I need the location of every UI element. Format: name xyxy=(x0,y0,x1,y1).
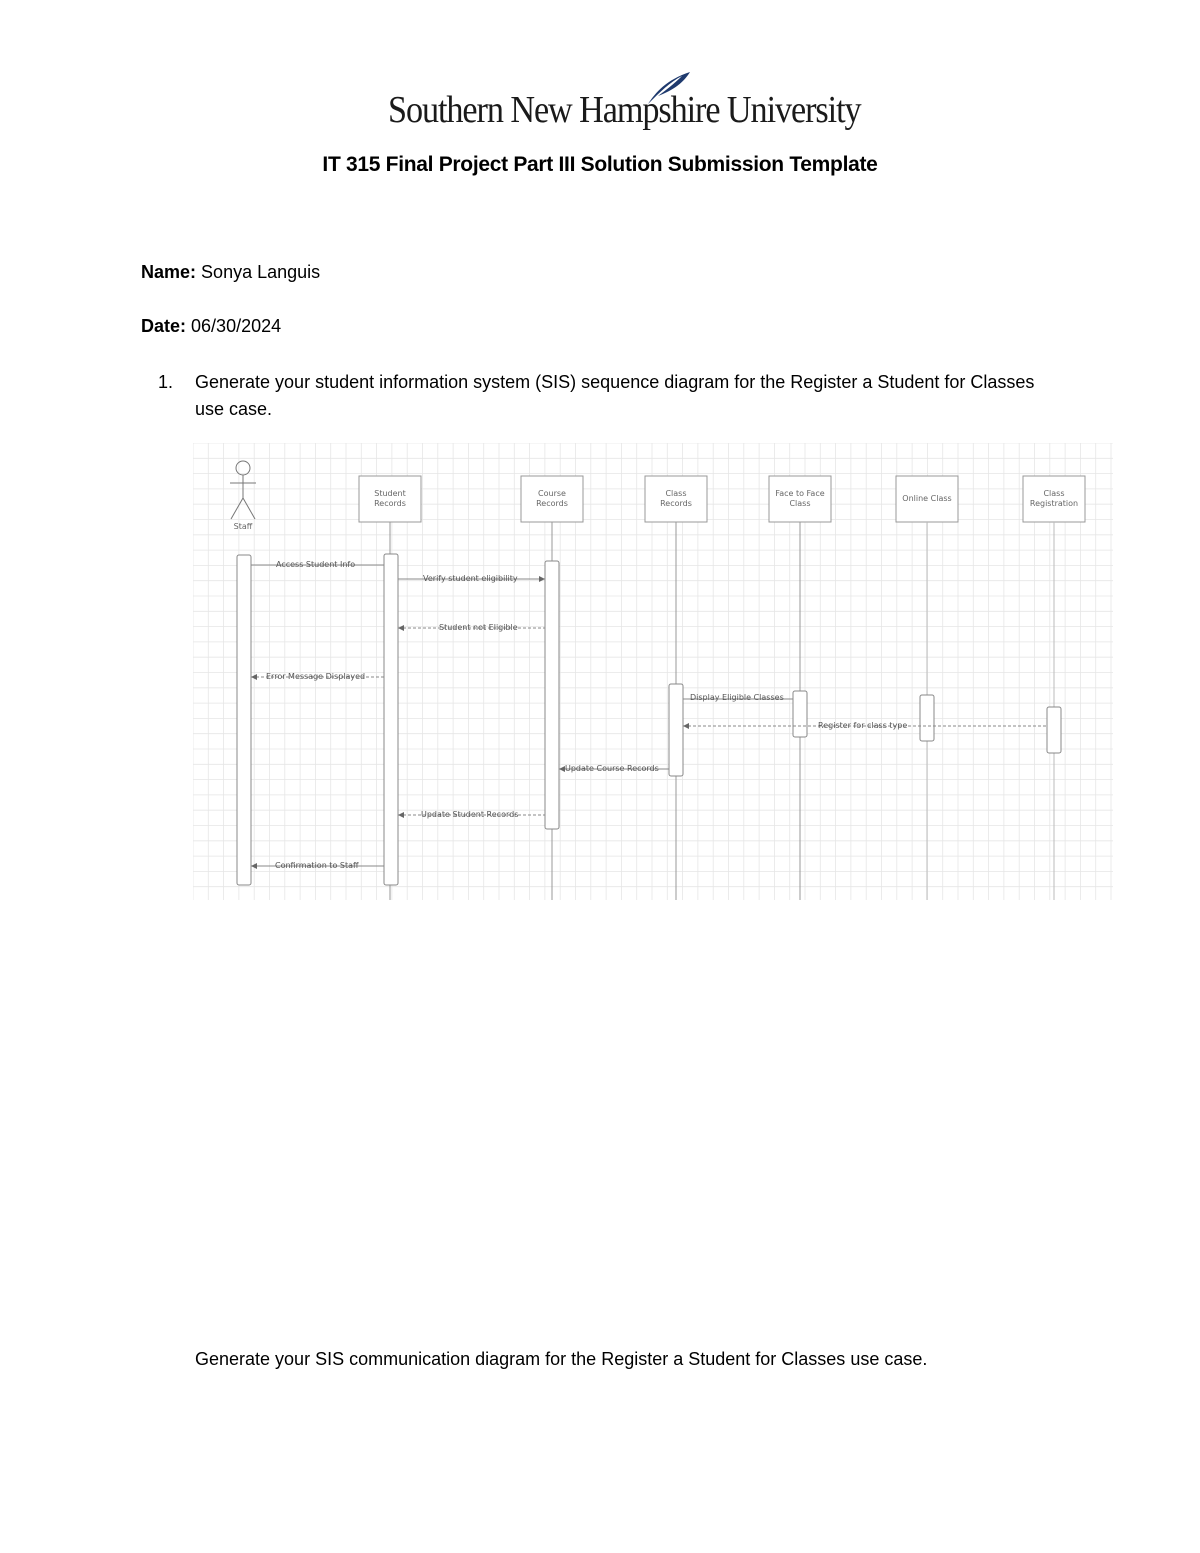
activation-face-to-face xyxy=(793,691,807,737)
logo-text: Southern New Hampshire University xyxy=(388,89,861,131)
msg-register-class-type: Register for class type xyxy=(818,721,908,730)
activation-student-records xyxy=(384,554,398,885)
activation-class-records xyxy=(669,684,683,776)
sequence-diagram xyxy=(193,443,1113,900)
university-logo xyxy=(388,70,861,136)
question-2-text: Generate your SIS communication diagram for the Register a Student for Classes use case. xyxy=(195,1349,928,1369)
lifeline-student-records-label: Student Records xyxy=(374,489,406,508)
name-value: Sonya Languis xyxy=(201,262,321,282)
message-labels xyxy=(266,560,907,870)
name-label: Name: xyxy=(141,262,197,282)
activation-online-class xyxy=(920,695,934,741)
actor-staff xyxy=(230,461,256,519)
msg-verify-eligibility: Verify student eligibility xyxy=(423,574,518,583)
activation-bars xyxy=(237,554,1061,885)
actor-label: Staff xyxy=(233,522,253,531)
lifeline-online-class-label: Online Class xyxy=(902,494,952,503)
document-title: IT 315 Final Project Part III Solution Submission Template xyxy=(322,153,878,176)
lifeline-class-registration-label: Class Registration xyxy=(1029,489,1079,508)
activation-staff xyxy=(237,555,251,885)
lifeline-face-to-face-label: Face to Face Class xyxy=(775,489,825,508)
question-1-number: 1. xyxy=(158,372,174,392)
msg-update-student-records: Update Student Records xyxy=(421,810,519,819)
question-1-text: Generate your student information system (SIS) sequence diagram for the Register a Student for Classes use case. xyxy=(195,372,1035,419)
lifeline-course-records-label: Course Records xyxy=(536,489,568,508)
msg-student-not-eligible: Student not Eligible xyxy=(439,623,518,632)
activation-class-registration xyxy=(1047,707,1061,753)
msg-update-course-records: Update Course Records xyxy=(565,764,659,773)
lifeline-class-records-label: Class Records xyxy=(660,489,692,508)
sequence-diagram-svg xyxy=(193,443,1113,900)
msg-error-message: Error Message Displayed xyxy=(266,672,366,681)
name-field xyxy=(141,262,320,283)
activation-course-records xyxy=(545,561,559,829)
date-label: Date: xyxy=(141,316,187,336)
date-value: 06/30/2024 xyxy=(191,316,282,336)
date-field xyxy=(141,316,281,337)
message-arrowheads xyxy=(251,576,689,869)
msg-access-student-info: Access Student Info xyxy=(276,560,356,569)
msg-confirmation-to-staff: Confirmation to Staff xyxy=(275,861,359,870)
msg-display-eligible-classes: Display Eligible Classes xyxy=(690,693,784,702)
